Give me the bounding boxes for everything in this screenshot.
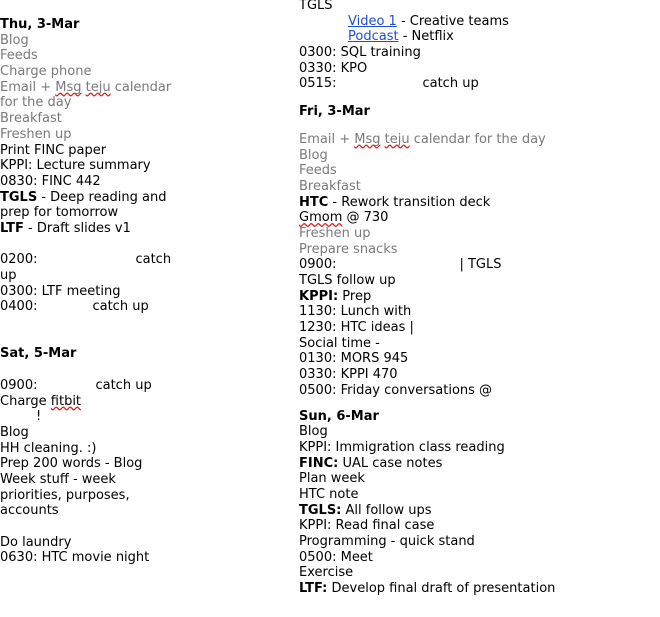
sat-0630: 0630: HTC movie night xyxy=(0,550,150,566)
fri-tgls-follow: TGLS follow up xyxy=(299,273,396,288)
fri-freshen: Freshen up xyxy=(299,225,371,241)
sat-blog: Blog xyxy=(0,424,29,440)
podcast-link[interactable]: Podcast xyxy=(348,29,399,45)
sat-heading: Sat, 5-Mar xyxy=(0,346,77,362)
left-column xyxy=(0,17,222,566)
thu-breakfast: Breakfast xyxy=(0,111,62,127)
fri-0330: 0330: KPPI 470 xyxy=(299,367,398,383)
sat-exclaim: ! xyxy=(36,409,42,425)
sat-hh-cleaning: HH cleaning. :) xyxy=(0,440,97,456)
video-1-link[interactable]: Video 1 xyxy=(348,13,397,29)
r-0330: 0330: KPO xyxy=(299,60,368,76)
thu-0830: 0830: FINC 442 xyxy=(0,173,101,189)
r-0515: 0515: catch up xyxy=(299,76,479,92)
sun-kppi: KPPI: Immigration class reading xyxy=(299,439,505,455)
sun-exercise: Exercise xyxy=(299,565,354,581)
fri-kppi: KPPI: Prep xyxy=(299,288,372,304)
thu-tgls: TGLS - Deep reading and xyxy=(0,189,167,205)
sun-programming: Programming - quick stand xyxy=(299,534,475,549)
fri-gmom: Gmom @ 730 xyxy=(299,210,389,226)
thu-email-line: Email + Msg teju calendar xyxy=(0,79,172,95)
fri-snacks: Prepare snacks xyxy=(299,241,398,257)
thu-0200: 0200: catch xyxy=(0,252,172,268)
thu-ltf: LTF - Draft slides v1 xyxy=(0,220,131,236)
fri-1230: 1230: HTC ideas | xyxy=(299,320,414,336)
thu-kppi: KPPI: Lecture summary xyxy=(0,158,151,174)
thu-heading: Thu, 3-Mar xyxy=(0,17,80,32)
right-column xyxy=(299,0,660,597)
sun-ltf: LTF: Develop final draft of presentation xyxy=(299,581,556,597)
fri-heading: Fri, 3-Mar xyxy=(299,104,370,120)
thu-0400: 0400: catch up xyxy=(0,299,149,315)
thu-freshen: Freshen up xyxy=(0,126,72,142)
sun-finc: FINC: UAL case notes xyxy=(299,455,443,471)
sun-heading: Sun, 6-Mar xyxy=(299,408,379,424)
fri-0500: 0500: Friday conversations @ xyxy=(299,382,493,398)
fri-email-line: Email + Msg teju calendar for the day xyxy=(299,131,546,147)
sun-blog: Blog xyxy=(299,424,328,440)
fri-1130: 1130: Lunch with xyxy=(299,304,412,320)
fri-htc: HTC - Rework transition deck xyxy=(299,194,491,210)
r-0300: 0300: SQL training xyxy=(299,45,421,61)
sun-0500: 0500: Meet xyxy=(299,549,373,565)
tgls-heading: TGLS xyxy=(299,0,333,13)
fri-0900: 0900: | TGLS xyxy=(299,257,502,273)
video-line: Video 1 - Creative teams xyxy=(348,13,509,29)
thu-email-cont: for the day xyxy=(0,95,72,111)
sat-laundry: Do laundry xyxy=(0,534,72,550)
sun-htc: HTC note xyxy=(299,486,359,502)
thu-charge-phone: Charge phone xyxy=(0,64,92,80)
thu-blog: Blog xyxy=(0,32,29,48)
fri-social: Social time - xyxy=(299,335,380,351)
thu-0200-up: up xyxy=(0,268,17,283)
thu-print: Print FINC paper xyxy=(0,142,107,158)
sat-0900: 0900: catch up xyxy=(0,377,152,393)
sat-charge-fitbit: Charge fitbit xyxy=(0,393,82,409)
sun-kppi-2: KPPI: Read final case xyxy=(299,518,435,534)
sat-prep: Prep 200 words - Blog xyxy=(0,456,143,472)
sat-week-3: accounts xyxy=(0,503,59,519)
fri-blog: Blog xyxy=(299,147,328,163)
thu-feeds: Feeds xyxy=(0,48,38,64)
podcast-line: Podcast - Netflix xyxy=(348,29,454,45)
sun-plan: Plan week xyxy=(299,471,365,487)
sat-week-1: Week stuff - week xyxy=(0,471,116,487)
fri-feeds: Feeds xyxy=(299,163,337,179)
thu-0300: 0300: LTF meeting xyxy=(0,283,121,299)
fri-breakfast: Breakfast xyxy=(299,178,361,194)
sun-tgls: TGLS: All follow ups xyxy=(299,502,432,518)
thu-tgls-cont: prep for tomorrow xyxy=(0,205,119,221)
fri-0130: 0130: MORS 945 xyxy=(299,351,409,367)
sat-week-2: priorities, purposes, xyxy=(0,487,130,503)
